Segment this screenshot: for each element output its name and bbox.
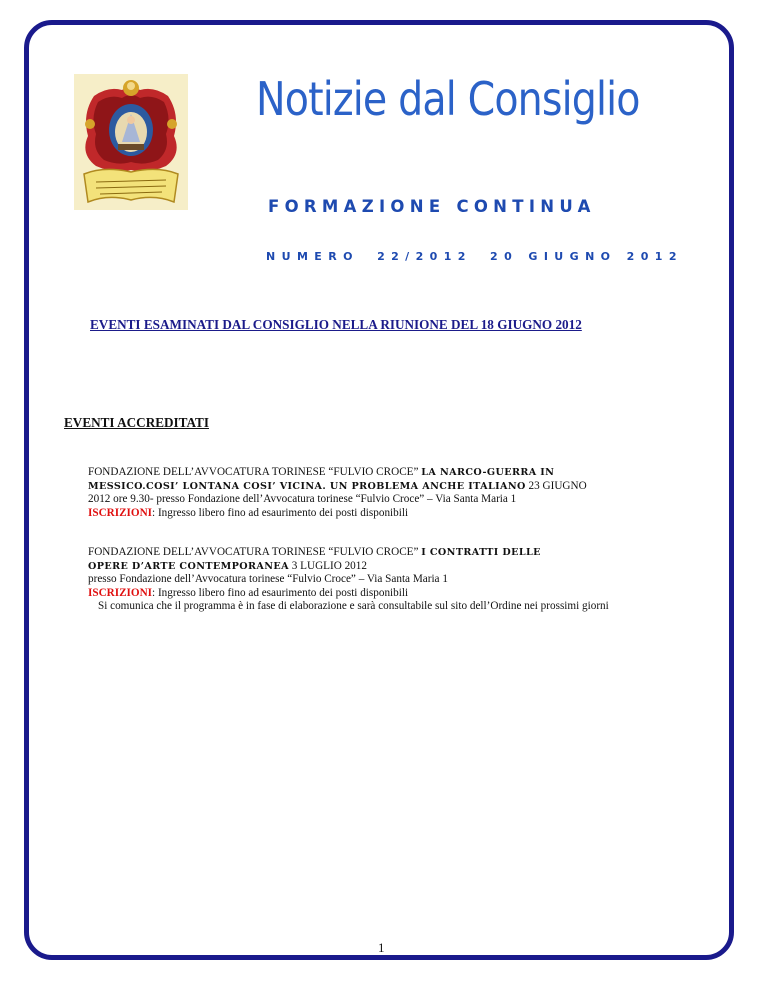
event-line-1 [88,466,708,480]
event-title-part2: OPERE D’ARTE CONTEMPORANEA [88,560,289,572]
event-item [88,466,708,520]
masthead-title: Notizie dal Consiglio [256,72,640,126]
event-title-part1: I CONTRATTI DELLE [421,547,541,558]
registration-text: : Ingresso libero fino ad esaurimento dei posti disponibili [152,586,409,599]
issue-label: NUMERO [266,250,359,263]
event-details: presso Fondazione dell’Avvocatura torinese “Fulvio Croce” – Via Santa Maria 1 [88,573,448,585]
event-line-1 [88,546,708,560]
event-line-2 [88,480,708,494]
event-organizer: FONDAZIONE DELL’AVVOCATURA TORINESE “FULVIO CROCE” [88,546,419,558]
registration-label: ISCRIZIONI [88,506,153,519]
event-item [88,546,708,614]
accredited-events-heading: EVENTI ACCREDITATI [64,415,209,430]
registration-text: : Ingresso libero fino ad esaurimento dei posti disponibili [152,506,409,519]
crest-logo [74,74,188,210]
event-details: 2012 ore 9.30- presso Fondazione dell’Avvocatura torinese “Fulvio Croce” – Via Santa Maria 1 [88,493,517,505]
registration-label: ISCRIZIONI [88,586,153,599]
event-title-part1: LA NARCO-GUERRA IN [421,467,555,478]
event-registration [88,587,708,601]
event-date: 3 LUGLIO 2012 [291,559,367,572]
examined-events-heading: EVENTI ESAMINATI DAL CONSIGLIO NELLA RIUNIONE DEL 18 GIUGNO 2012 [90,317,582,332]
event-date: 23 GIUGNO [528,479,587,492]
page-number: 1 [378,940,385,955]
issue-date: 20 GIUGNO 2012 [490,250,683,263]
event-registration [88,507,708,521]
event-line-2 [88,560,708,574]
event-organizer: FONDAZIONE DELL’AVVOCATURA TORINESE “FULVIO CROCE” [88,466,419,478]
event-note: Si comunica che il programma è in fase di elaborazione e sarà consultabile sul sito dell’Ordine nei prossimi giorni [98,600,609,612]
section-title: FORMAZIONE CONTINUA [268,197,596,216]
event-title-part2: MESSICO.COSI’ LONTANA COSI’ VICINA. UN PROBLEMA ANCHE ITALIANO [88,480,526,492]
issue-number: 22/2012 [377,250,472,263]
issue-line [266,250,691,263]
